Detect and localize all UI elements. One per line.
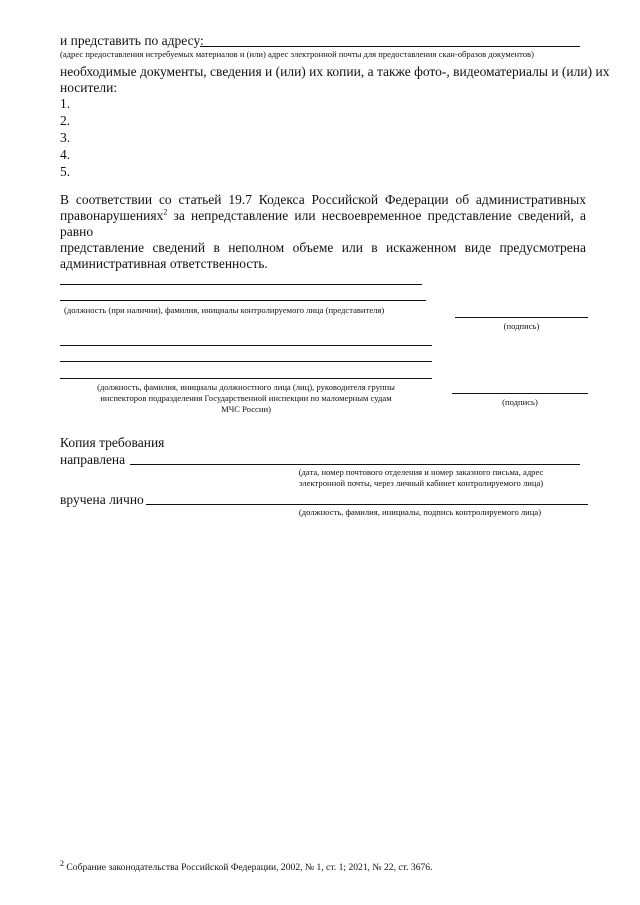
handed-caption: (должность, фамилия, инициалы, подпись контролируемого лица) xyxy=(298,507,542,517)
list-item: 1. xyxy=(60,96,71,111)
liability-paragraph xyxy=(60,192,586,272)
signature-line-2 xyxy=(452,393,588,394)
sent-line xyxy=(130,464,580,465)
controlled-line-1 xyxy=(60,284,422,285)
inspector-caption: (должность, фамилия, инициалы должностного лица (лиц), руководителя группы инспекторов подразделения Государственной инспекции по маломерным судам МЧС России) xyxy=(97,382,395,414)
controlled-caption: (должность (при наличии), фамилия, инициалы контролируемого лица (представителя) xyxy=(64,305,385,315)
footnote xyxy=(60,858,433,874)
signature-caption-2: (подпись) xyxy=(502,397,538,407)
copy-title: Копия требования xyxy=(60,435,165,450)
list-item: 3. xyxy=(60,130,71,145)
liability-line1: В соответствии со статьей 19.7 Кодекса Российской Федерации об административных xyxy=(60,192,586,207)
signature-line-1 xyxy=(455,317,588,318)
address-intro: и представить по адресу: xyxy=(60,33,204,48)
documents-text-line1: необходимые документы, сведения и (или) их копии, а также фото-, видеоматериалы и (или) их xyxy=(60,64,610,79)
liability-line3: представление сведений в неполном объеме или в искаженном виде предусмотрена xyxy=(60,240,586,255)
inspector-line-2 xyxy=(60,361,432,362)
inspector-line-3 xyxy=(60,378,432,379)
documents-text-line2: носители: xyxy=(60,80,118,95)
sent-label: направлена xyxy=(60,452,126,467)
footnote-number: 2 xyxy=(60,858,64,868)
liability-line2: правонарушениях$^2$ за непредставление или несвоевременное представление сведений, а равно xyxy=(60,207,586,239)
address-line xyxy=(200,46,580,47)
list-item: 2. xyxy=(60,113,71,128)
footnote-mark: 2 xyxy=(163,207,168,217)
inspector-line-1 xyxy=(60,345,432,346)
signature-caption-1: (подпись) xyxy=(503,321,540,331)
controlled-line-2 xyxy=(60,300,426,301)
footnote-text: Собрание законодательства Российской Федерации, 2002, № 1, ст. 1; 2021, № 22, ст. 3676. xyxy=(64,862,433,873)
address-caption: (адрес предоставления истребуемых материалов и (или) адрес электронной почты для предоставления скан-образов документов) xyxy=(60,49,534,59)
list-item: 5. xyxy=(60,164,71,179)
sent-caption: (дата, номер почтового отделения и номер заказного письма, адрес электронной почты, через личный кабинет контролируемого лица) xyxy=(298,467,544,488)
handed-line xyxy=(146,504,588,505)
handed-label: вручена лично xyxy=(60,492,144,507)
liability-line4: административная ответственность. xyxy=(60,256,268,271)
list-item: 4. xyxy=(60,147,71,162)
numbered-list xyxy=(60,96,70,181)
